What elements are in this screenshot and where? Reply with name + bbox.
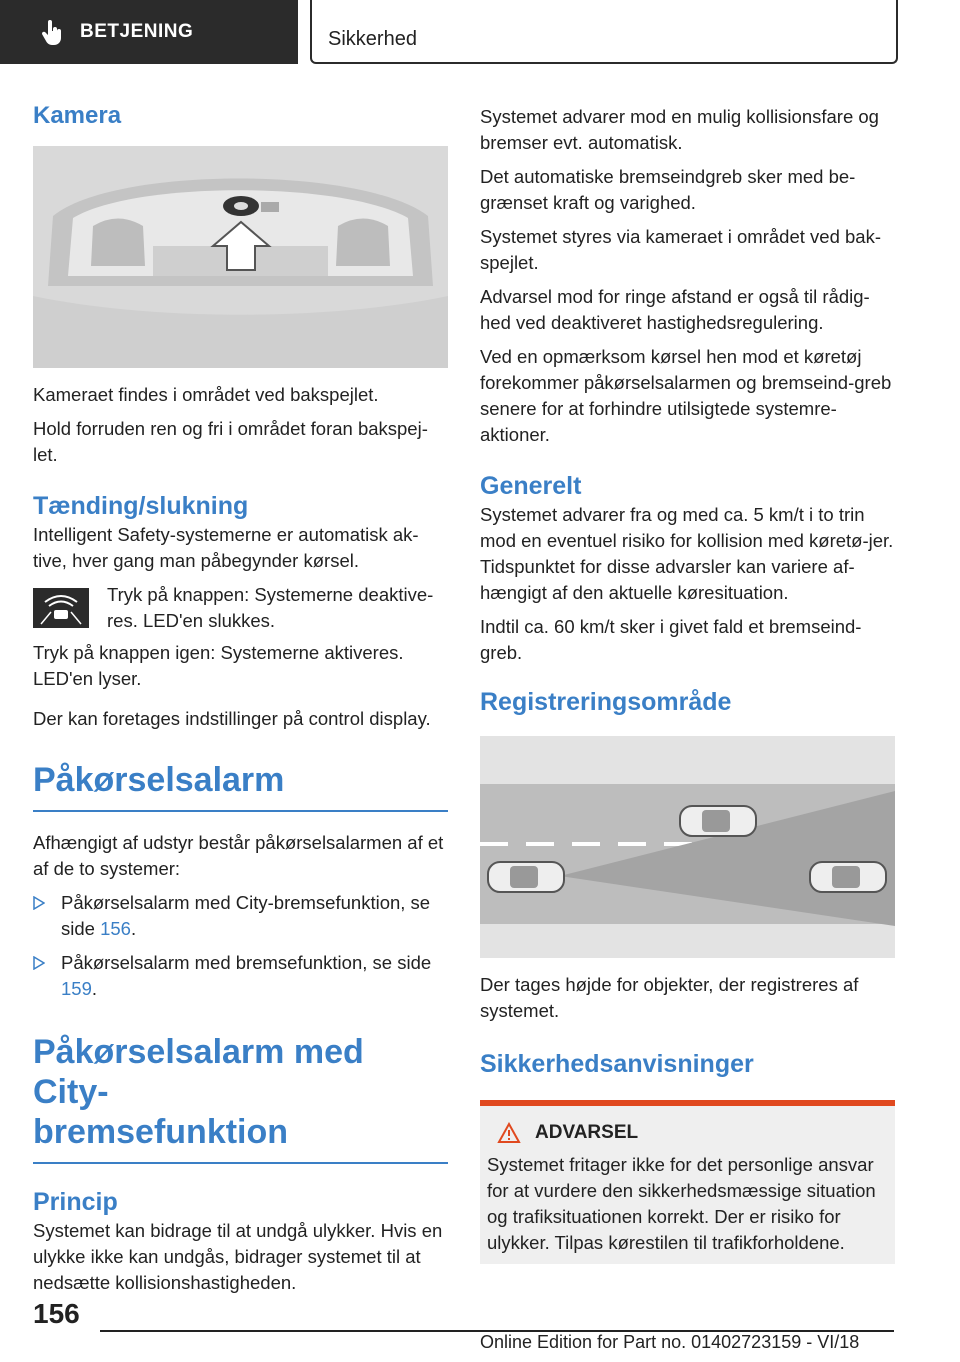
generelt-heading: Generelt bbox=[480, 472, 582, 500]
taending-text-3: Der kan foretages indstillinger på control display. bbox=[33, 708, 431, 729]
triangle-bullet-icon bbox=[33, 896, 45, 910]
left-column bbox=[33, 96, 448, 1304]
city-heading: Påkørselsalarm med City- bremsefunktion bbox=[33, 1033, 364, 1151]
warning-triangle-icon bbox=[497, 1122, 521, 1144]
button-text: Tryk på knappen: Systemerne deaktive-res. LED'en slukkes. bbox=[107, 584, 434, 631]
right-text-1: Systemet advarer mod en mulig kollisionsfare og bremser evt. automatisk. bbox=[480, 106, 879, 153]
pakorsel-rule bbox=[33, 810, 448, 812]
taending-text-1: Intelligent Safety-systemerne er automatisk ak-tive, hver gang man påbegynder kørsel. bbox=[33, 524, 419, 571]
own-car bbox=[488, 862, 564, 892]
right-text-2: Det automatiske bremseindgreb sker med be-grænset kraft og varighed. bbox=[480, 166, 856, 213]
right-text-5: Ved en opmærksom kørsel hen mod et køretøj forekommer påkørselsalarmen og bremseind-greb senere for at forhindre utilsigtede systemre-aktioner. bbox=[480, 346, 892, 445]
camera-location-image bbox=[33, 146, 448, 368]
section-label: BETJENING bbox=[80, 21, 194, 42]
registrering-heading: Registreringsområde bbox=[480, 688, 732, 716]
pakorsel-text: Afhængigt af udstyr består påkørselsalarmen af et af de to systemer: bbox=[33, 832, 444, 879]
car-ahead-same-lane bbox=[810, 862, 886, 892]
right-text-3: Systemet styres via kameraet i området ved bak-spejlet. bbox=[480, 226, 881, 273]
page-number: 156 bbox=[33, 1298, 80, 1329]
pakorsel-heading: Påkørselsalarm bbox=[33, 761, 285, 799]
triangle-bullet-icon bbox=[33, 956, 45, 970]
warning-text: Systemet fritager ikke for det personlige ansvar for at vurdere den sikkerhedsmæssige situation og trafiksituationen korrekt. Der er risiko for ulykker. Tilpas kørestilen til trafikforholdene. bbox=[487, 1154, 876, 1253]
section-tab[interactable] bbox=[0, 0, 298, 64]
right-text-4: Advarsel mod for ringe afstand er også til rådig-hed ved deaktiveret hastighedsregulering. bbox=[480, 286, 870, 333]
list-item: Påkørselsalarm med bremsefunktion, se side 159. bbox=[33, 950, 448, 1002]
princip-heading: Princip bbox=[33, 1188, 118, 1216]
right-column bbox=[480, 104, 895, 1264]
taending-heading: Tænding/slukning bbox=[33, 492, 249, 520]
detection-area-image bbox=[480, 736, 895, 958]
taending-text-2: Tryk på knappen igen: Systemerne aktiveres. LED'en lyser. bbox=[33, 642, 404, 689]
page-link-156[interactable]: 156 bbox=[100, 918, 131, 939]
sikkerhed-heading: Sikkerhedsanvisninger bbox=[480, 1050, 754, 1078]
button-row bbox=[33, 582, 448, 634]
car-ahead-left-lane bbox=[680, 806, 756, 836]
kamera-heading: Kamera bbox=[33, 102, 122, 129]
princip-text: Systemet kan bidrage til at undgå ulykker. Hvis en ulykke ikke kan undgås, bidrager systemet til at nedsætte kollisionshastigheden. bbox=[33, 1220, 443, 1293]
edition-text: Online Edition for Part no. 01402723159 - VI/18 bbox=[480, 1332, 860, 1352]
warning-title-row: ADVARSEL bbox=[497, 1122, 888, 1144]
kamera-text-2: Hold forruden ren og fri i området foran bakspej-let. bbox=[33, 418, 428, 465]
hand-pointer-icon bbox=[38, 18, 66, 46]
list-item: Påkørselsalarm med City-bremsefunktion, se side 156. bbox=[33, 890, 448, 942]
chapter-header bbox=[310, 0, 898, 64]
collision-warning-button-icon bbox=[33, 588, 89, 628]
generelt-text-1: Systemet advarer fra og med ca. 5 km/t i to trin mod en eventuel risiko for kollision med køretø-jer. Tidspunktet for disse advarsler kan variere af-hængigt af den aktuelle køresituation. bbox=[480, 504, 894, 603]
chapter-label: Sikkerhed bbox=[328, 28, 417, 50]
warning-box bbox=[480, 1100, 895, 1264]
generelt-text-2: Indtil ca. 60 km/t sker i givet fald et bremseind-greb. bbox=[480, 616, 862, 663]
registrering-text: Der tages højde for objekter, der registreres af systemet. bbox=[480, 974, 859, 1021]
city-rule bbox=[33, 1162, 448, 1164]
page-link-159[interactable]: 159 bbox=[61, 978, 92, 999]
kamera-text-1: Kameraet findes i området ved bakspejlet. bbox=[33, 384, 379, 405]
